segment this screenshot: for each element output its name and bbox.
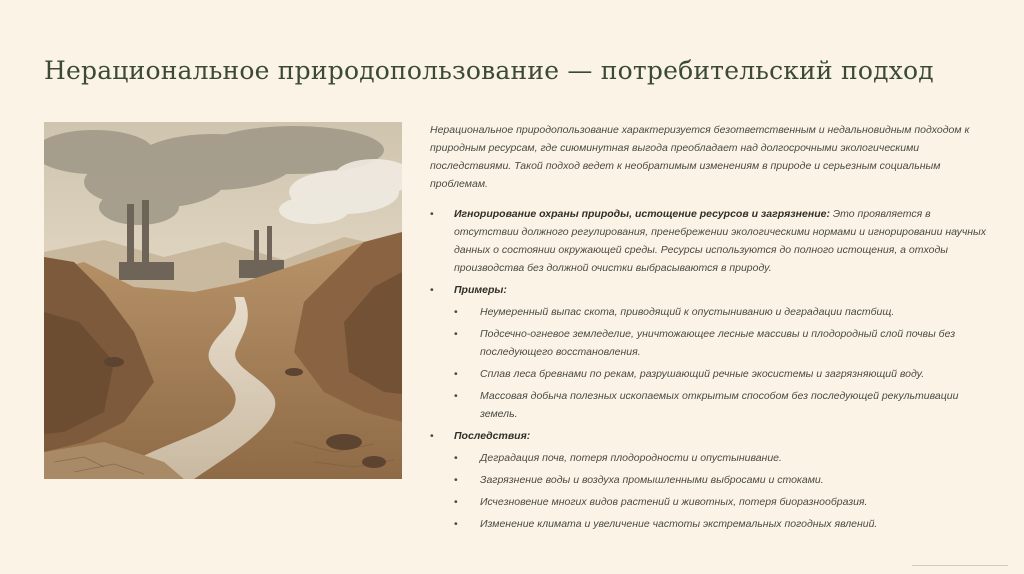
- bullet-item-consequences: [430, 427, 990, 533]
- list-item: • Сплав леса бревнами по рекам, разрушающий речные экосистемы и загрязняющий воду.: [454, 365, 990, 383]
- list-item: • Изменение климата и увеличение частоты экстремальных погодных явлений.: [454, 515, 990, 533]
- list-item: • Исчезновение многих видов растений и животных, потеря биоразнообразия.: [454, 493, 990, 511]
- illustration-image: [44, 122, 402, 479]
- bullet-heading: Игнорирование охраны природы, истощение ресурсов и загрязнение:: [454, 208, 830, 220]
- intro-paragraph: Нерациональное природопользование характеризуется безответственным и недальновидным подходом к природным ресурсам, где сиюминутная выгода преобладает над долгосрочными экологическими последствиями. Такой подход ведет к необратимым изменениям в природе и серьезным социальным проблемам.: [430, 124, 970, 190]
- main-bullet-list: [430, 205, 990, 533]
- slide-title: Нерациональное природопользование — потребительский подход: [44, 56, 934, 85]
- list-item: • Загрязнение воды и воздуха промышленными выбросами и стоками.: [454, 471, 990, 489]
- text-content: [430, 121, 990, 537]
- bullet-heading: Последствия:: [454, 430, 531, 442]
- bullet-text: Это проявляется в отсутствии должного регулирования, пренебрежении экологическими нормами и игнорировании научных данных о состоянии окружающей среды. Ресурсы используются до полного истощения, а отходы производства без должной очистки выбрасываются в природу.: [454, 208, 987, 274]
- list-item: • Неумеренный выпас скота, приводящий к опустыниванию и деградации пастбищ.: [454, 303, 990, 321]
- list-item: • Массовая добыча полезных ископаемых открытым способом без последующей рекультивации земель.: [454, 387, 990, 423]
- factory-river-illustration: [44, 122, 402, 479]
- bullet-item-ignoring: [430, 205, 990, 277]
- bullet-item-examples: [430, 281, 990, 423]
- footer-divider: [912, 565, 1008, 566]
- bullet-heading: Примеры:: [454, 284, 507, 296]
- consequences-list: [454, 449, 990, 533]
- list-item: • Подсечно-огневое земледелие, уничтожающее лесные массивы и плодородный слой почвы без последующего восстановления.: [454, 325, 990, 361]
- examples-list: [454, 303, 990, 423]
- list-item: • Деградация почв, потеря плодородности и опустынивание.: [454, 449, 990, 467]
